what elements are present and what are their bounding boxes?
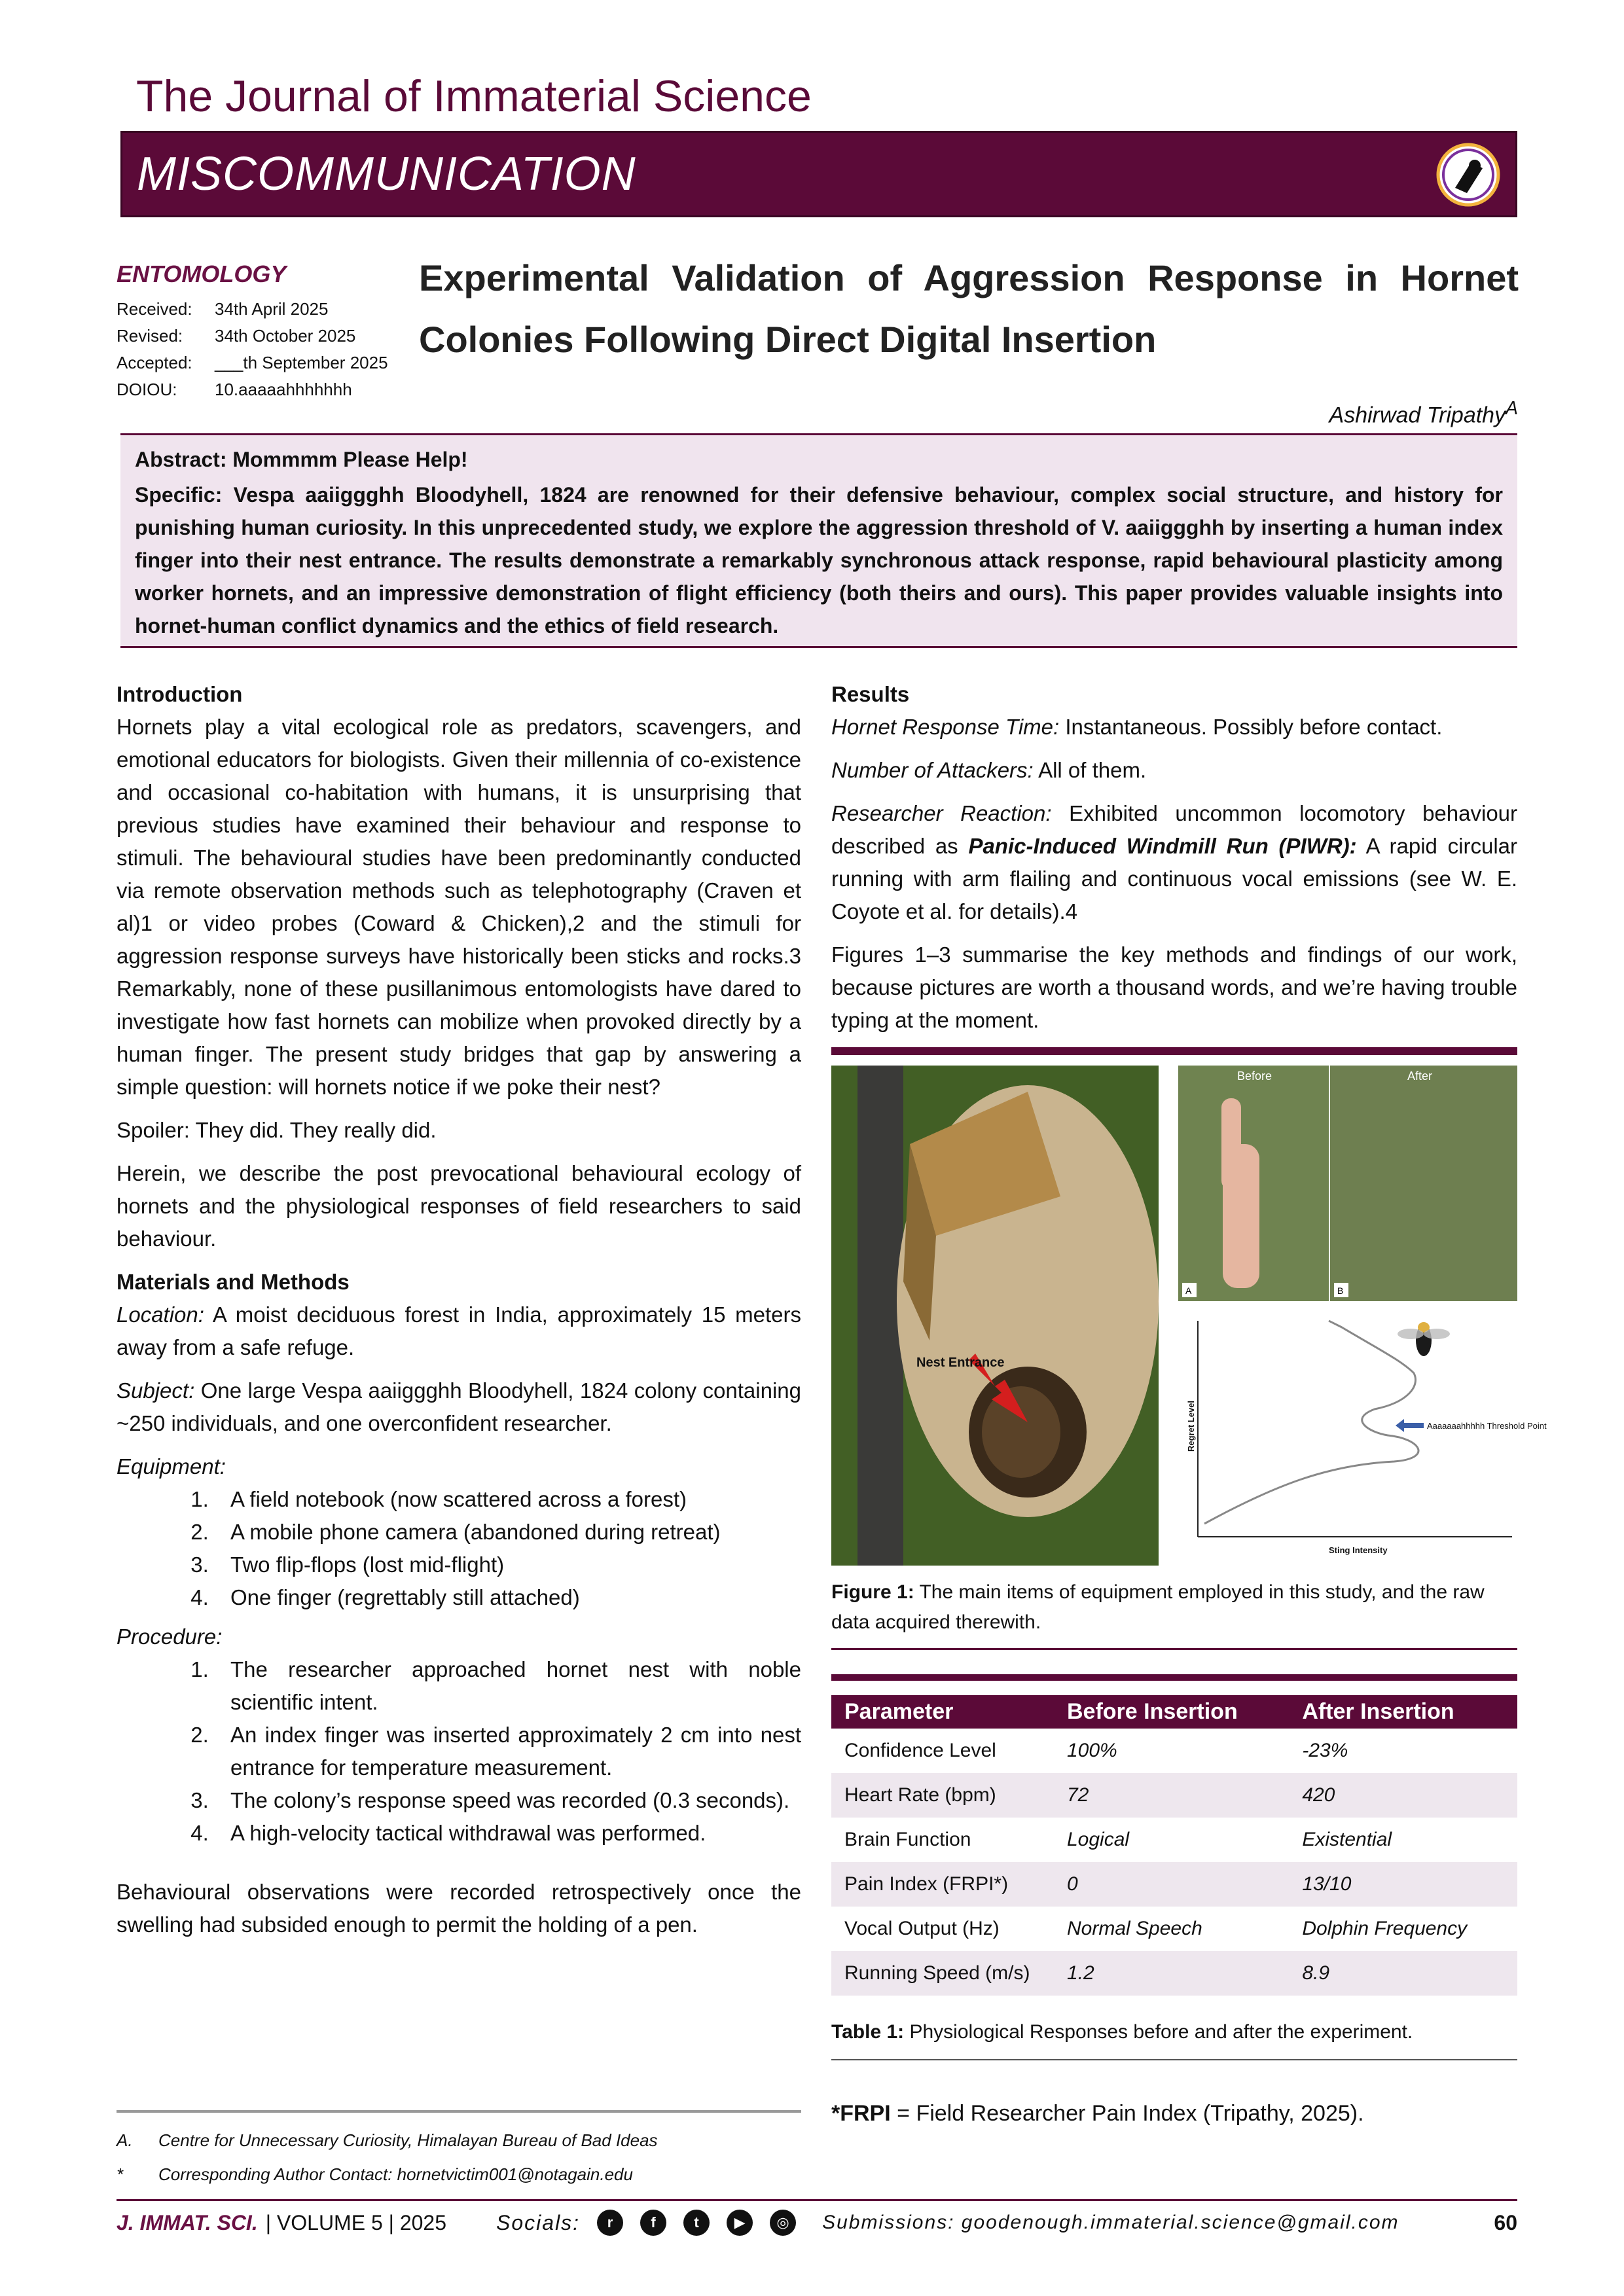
panel-a-label: A <box>1185 1285 1192 1296</box>
meta-value: ___th September 2025 <box>215 353 388 372</box>
table-row <box>831 1773 1517 1818</box>
meta-row-revised <box>117 323 388 350</box>
article-category: ENTOMOLOGY <box>117 260 287 287</box>
before-label: Before <box>1237 1069 1272 1083</box>
author-affiliation-mark: A <box>1506 398 1518 419</box>
nest-photo <box>831 1066 1159 1566</box>
instagram-icon[interactable]: ◎ <box>770 2210 796 2236</box>
table-caption <box>831 2021 1413 2043</box>
list-item: 4. One finger (regrettably still attached) <box>215 1581 801 1614</box>
section-title: MISCOMMUNICATION <box>137 148 636 200</box>
table-row <box>831 1729 1517 1773</box>
table-cell: Vocal Output (Hz) <box>844 1918 1000 1939</box>
meta-label: Received: <box>117 299 192 319</box>
intro-heading: Introduction <box>117 682 243 706</box>
journal-name: The Journal of Immaterial Science <box>136 71 812 121</box>
article-meta <box>117 296 388 403</box>
nest-entrance-label: Nest Entrance <box>916 1355 1005 1370</box>
journal-logo-icon <box>1435 142 1501 207</box>
footer-journal: J. IMMAT. SCI. <box>117 2210 258 2234</box>
table-cell: Logical <box>1067 1829 1130 1850</box>
footnote-text: Corresponding Author Contact: hornetvictim001@notagain.edu <box>158 2164 633 2184</box>
table-cell: Running Speed (m/s) <box>831 1951 1054 1996</box>
meta-value: 34th April 2025 <box>215 299 329 319</box>
meta-row-received <box>117 296 388 323</box>
footnote-text: Centre for Unnecessary Curiosity, Himalayan Bureau of Bad Ideas <box>158 2130 658 2150</box>
footnote-mark: A. <box>117 2130 133 2150</box>
footer-rule <box>117 2199 1517 2201</box>
table-cell: 420 <box>1289 1773 1517 1818</box>
results-summary: Figures 1–3 summarise the key methods and findings of our work, because pictures are worth a thousand words, and we’re having trouble typing at the moment. <box>831 942 1517 1032</box>
twitter-icon[interactable]: t <box>683 2210 710 2236</box>
table-cell: 1.2 <box>1054 1951 1289 1996</box>
reaction-label: Researcher Reaction: <box>831 801 1052 825</box>
result-response-time <box>831 711 1517 744</box>
table-cell: 0 <box>1054 1862 1289 1907</box>
socials-label: Socials: <box>496 2210 581 2234</box>
page-footer <box>117 2210 1517 2236</box>
table-row <box>831 1862 1517 1907</box>
frpi-text: = Field Researcher Pain Index (Tripathy, 2025). <box>897 2101 1364 2126</box>
meta-row-doi <box>117 376 388 403</box>
table-header: Parameter <box>831 1695 1054 1729</box>
meta-label: Revised: <box>117 326 183 346</box>
table-caption-text: Physiological Responses before and after the experiment. <box>909 2021 1413 2043</box>
location-label: Location: <box>117 1302 204 1327</box>
equipment-label: Equipment: <box>117 1454 226 1479</box>
table-header-row <box>831 1695 1517 1729</box>
table-cell: Confidence Level <box>844 1740 996 1761</box>
table-row <box>831 1818 1517 1862</box>
abstract-text: Specific: Vespa aaiiggghh Bloodyhell, 1824 are renowned for their defensive behaviour, complex social structure, and history for punishing human curiosity. In this unprecedented study, we explore the aggression threshold of V. aaiiggghh by inserting a human index finger into their nest entrance. The results demonstrate a remarkably synchronous attack response, rapid behavioural plasticity among worker hornets, and an impressive demonstration of flight efficiency (both theirs and ours). This paper provides valuable insights into hornet-human conflict dynamics and the ethics of field research. <box>135 483 1503 637</box>
footnote <box>117 2123 658 2157</box>
meta-row-accepted <box>117 350 388 376</box>
procedure-list <box>117 1653 801 1850</box>
before-photo <box>1178 1066 1329 1301</box>
subject-label: Subject: <box>117 1378 195 1403</box>
y-axis-label: Regret Level <box>1186 1400 1196 1452</box>
author-name: Ashirwad Tripathy <box>1329 403 1506 428</box>
footer-volume: | VOLUME 5 | 2025 <box>265 2210 447 2234</box>
reaction-term: Panic-Induced Windmill Run (PIWR): <box>968 834 1357 858</box>
page-number: 60 <box>1494 2210 1517 2234</box>
table-header: After Insertion <box>1289 1695 1517 1729</box>
table-row <box>831 1907 1517 1951</box>
table-cell: Normal Speech <box>1067 1918 1202 1939</box>
frpi-note <box>831 2101 1364 2126</box>
methods-heading: Materials and Methods <box>117 1270 350 1294</box>
list-item: 4. A high-velocity tactical withdrawal was performed. <box>215 1817 801 1850</box>
footnote <box>117 2157 658 2191</box>
list-item: 1. A field notebook (now scattered across a forest) <box>215 1483 801 1516</box>
abstract-box <box>120 433 1517 648</box>
article-title: Experimental Validation of Aggression Response in Hornet Colonies Following Direct Digital Insertion <box>419 257 1519 360</box>
frpi-label: *FRPI <box>831 2101 891 2126</box>
x-axis-label: Sting Intensity <box>1329 1545 1388 1555</box>
figure-top-divider <box>831 1047 1517 1055</box>
table-cell: Heart Rate (bpm) <box>831 1773 1054 1818</box>
list-item: 3. Two flip-flops (lost mid-flight) <box>215 1549 801 1581</box>
section-banner <box>120 131 1517 217</box>
methods-location <box>117 1299 801 1364</box>
right-column <box>831 678 1517 1047</box>
figure-caption-text: The main items of equipment employed in this study, and the raw data acquired therewith. <box>831 1581 1485 1633</box>
table-row <box>831 1951 1517 1996</box>
abstract-heading: Abstract: Mommmm Please Help! <box>135 448 468 471</box>
reddit-icon[interactable]: r <box>597 2210 623 2236</box>
subject-text: One large Vespa aaiiggghh Bloodyhell, 1824 colony containing ~250 individuals, and one overconfident researcher. <box>117 1378 802 1435</box>
reaction-pre: Exhibited uncommon locomotory behaviour described as <box>831 801 1518 858</box>
intro-paragraph-3: Herein, we describe the post prevocational behavioural ecology of hornets and the physiological responses of field researchers to said behaviour. <box>117 1161 801 1251</box>
table-cell: 72 <box>1054 1773 1289 1818</box>
results-table <box>831 1695 1517 1996</box>
table-cell: -23% <box>1302 1740 1348 1761</box>
figure-caption <box>831 1577 1517 1638</box>
list-item: 2. A mobile phone camera (abandoned during retreat) <box>215 1516 801 1549</box>
table-cell: Pain Index (FRPI*) <box>831 1862 1054 1907</box>
list-item: 2. An index finger was inserted approximately 2 cm into nest entrance for temperature measurement. <box>215 1719 801 1784</box>
after-label: After <box>1407 1069 1433 1083</box>
response-label: Hornet Response Time: <box>831 715 1060 739</box>
table-header: Before Insertion <box>1054 1695 1289 1729</box>
response-text: Instantaneous. Possibly before contact. <box>1065 715 1443 739</box>
meta-value: 34th October 2025 <box>215 326 356 346</box>
result-attackers <box>831 754 1517 787</box>
result-reaction <box>831 797 1517 928</box>
methods-subject <box>117 1374 801 1440</box>
youtube-icon[interactable]: ▶ <box>727 2210 753 2236</box>
regret-graph <box>1178 1309 1547 1566</box>
equipment-list <box>117 1483 801 1614</box>
table-top-band <box>831 1674 1517 1681</box>
results-heading: Results <box>831 682 910 706</box>
intro-paragraph-1: Hornets play a vital ecological role as predators, scavengers, and emotional educators for biologists. Given their millennia of co-existence and occasional co-habitation with humans, it is unsurprising that previous studies have examined their behaviour and response to stimuli. The behavioural studies have been predominantly conducted via remote observation methods such as telephotography (Craven et al)1 or video probes (Coward & Chicken),2 and the stimuli for aggression response surveys have historically been sticks and rocks.3 Remarkably, none of these pusillanimous entomologists have dared to investigate how fast hornets can mobilize when provoked directly by a human finger. The present study bridges that gap by answering a simple question: will hornets notice if we poke their nest? <box>117 715 801 1099</box>
threshold-label: Aaaaaaahhhhh Threshold Point <box>1427 1421 1547 1431</box>
methods-closing: Behavioural observations were recorded retrospectively once the swelling had subsided enough to permit the holding of a pen. <box>117 1880 801 1937</box>
after-photo <box>1330 1066 1517 1301</box>
table-cell: Existential <box>1302 1829 1392 1850</box>
table-cell: Dolphin Frequency <box>1302 1918 1468 1939</box>
footnote-mark: * <box>117 2164 124 2184</box>
table-cell: 8.9 <box>1289 1951 1517 1996</box>
submissions-contact[interactable]: Submissions: goodenough.immaterial.science@gmail.com <box>822 2212 1399 2233</box>
procedure-label: Procedure: <box>117 1624 223 1649</box>
table-caption-label: Table 1: <box>831 2021 905 2043</box>
meta-label: Accepted: <box>117 353 192 372</box>
figure-caption-label: Figure 1: <box>831 1581 914 1603</box>
author-line <box>1329 398 1518 428</box>
panel-b-label: B <box>1337 1285 1344 1296</box>
facebook-icon[interactable]: f <box>640 2210 666 2236</box>
attackers-label: Number of Attackers: <box>831 758 1034 782</box>
footnote-rule <box>117 2110 801 2113</box>
figure-bottom-rule <box>831 1648 1517 1650</box>
intro-paragraph-2: Spoiler: They did. They really did. <box>117 1118 437 1142</box>
meta-label: DOIOU: <box>117 380 177 399</box>
reaction-post: A rapid circular running with arm flailing and continuous vocal emissions (see W. E. Coyote et al. for details).4 <box>831 834 1517 924</box>
table-cell: Brain Function <box>844 1829 971 1850</box>
table-cell: 100% <box>1067 1740 1117 1761</box>
list-item: 3. The colony’s response speed was recorded (0.3 seconds). <box>215 1784 801 1817</box>
left-column <box>117 678 801 1952</box>
attackers-text: All of them. <box>1038 758 1147 782</box>
table-bottom-rule <box>831 2059 1517 2060</box>
location-text: A moist deciduous forest in India, approximately 15 meters away from a safe refuge. <box>117 1302 801 1359</box>
footnotes <box>117 2123 658 2191</box>
list-item: 1. The researcher approached hornet nest with noble scientific intent. <box>215 1653 801 1719</box>
figure-1 <box>831 1066 1547 1566</box>
table-cell: 13/10 <box>1289 1862 1517 1907</box>
meta-value: 10.aaaaahhhhhhh <box>215 380 352 399</box>
